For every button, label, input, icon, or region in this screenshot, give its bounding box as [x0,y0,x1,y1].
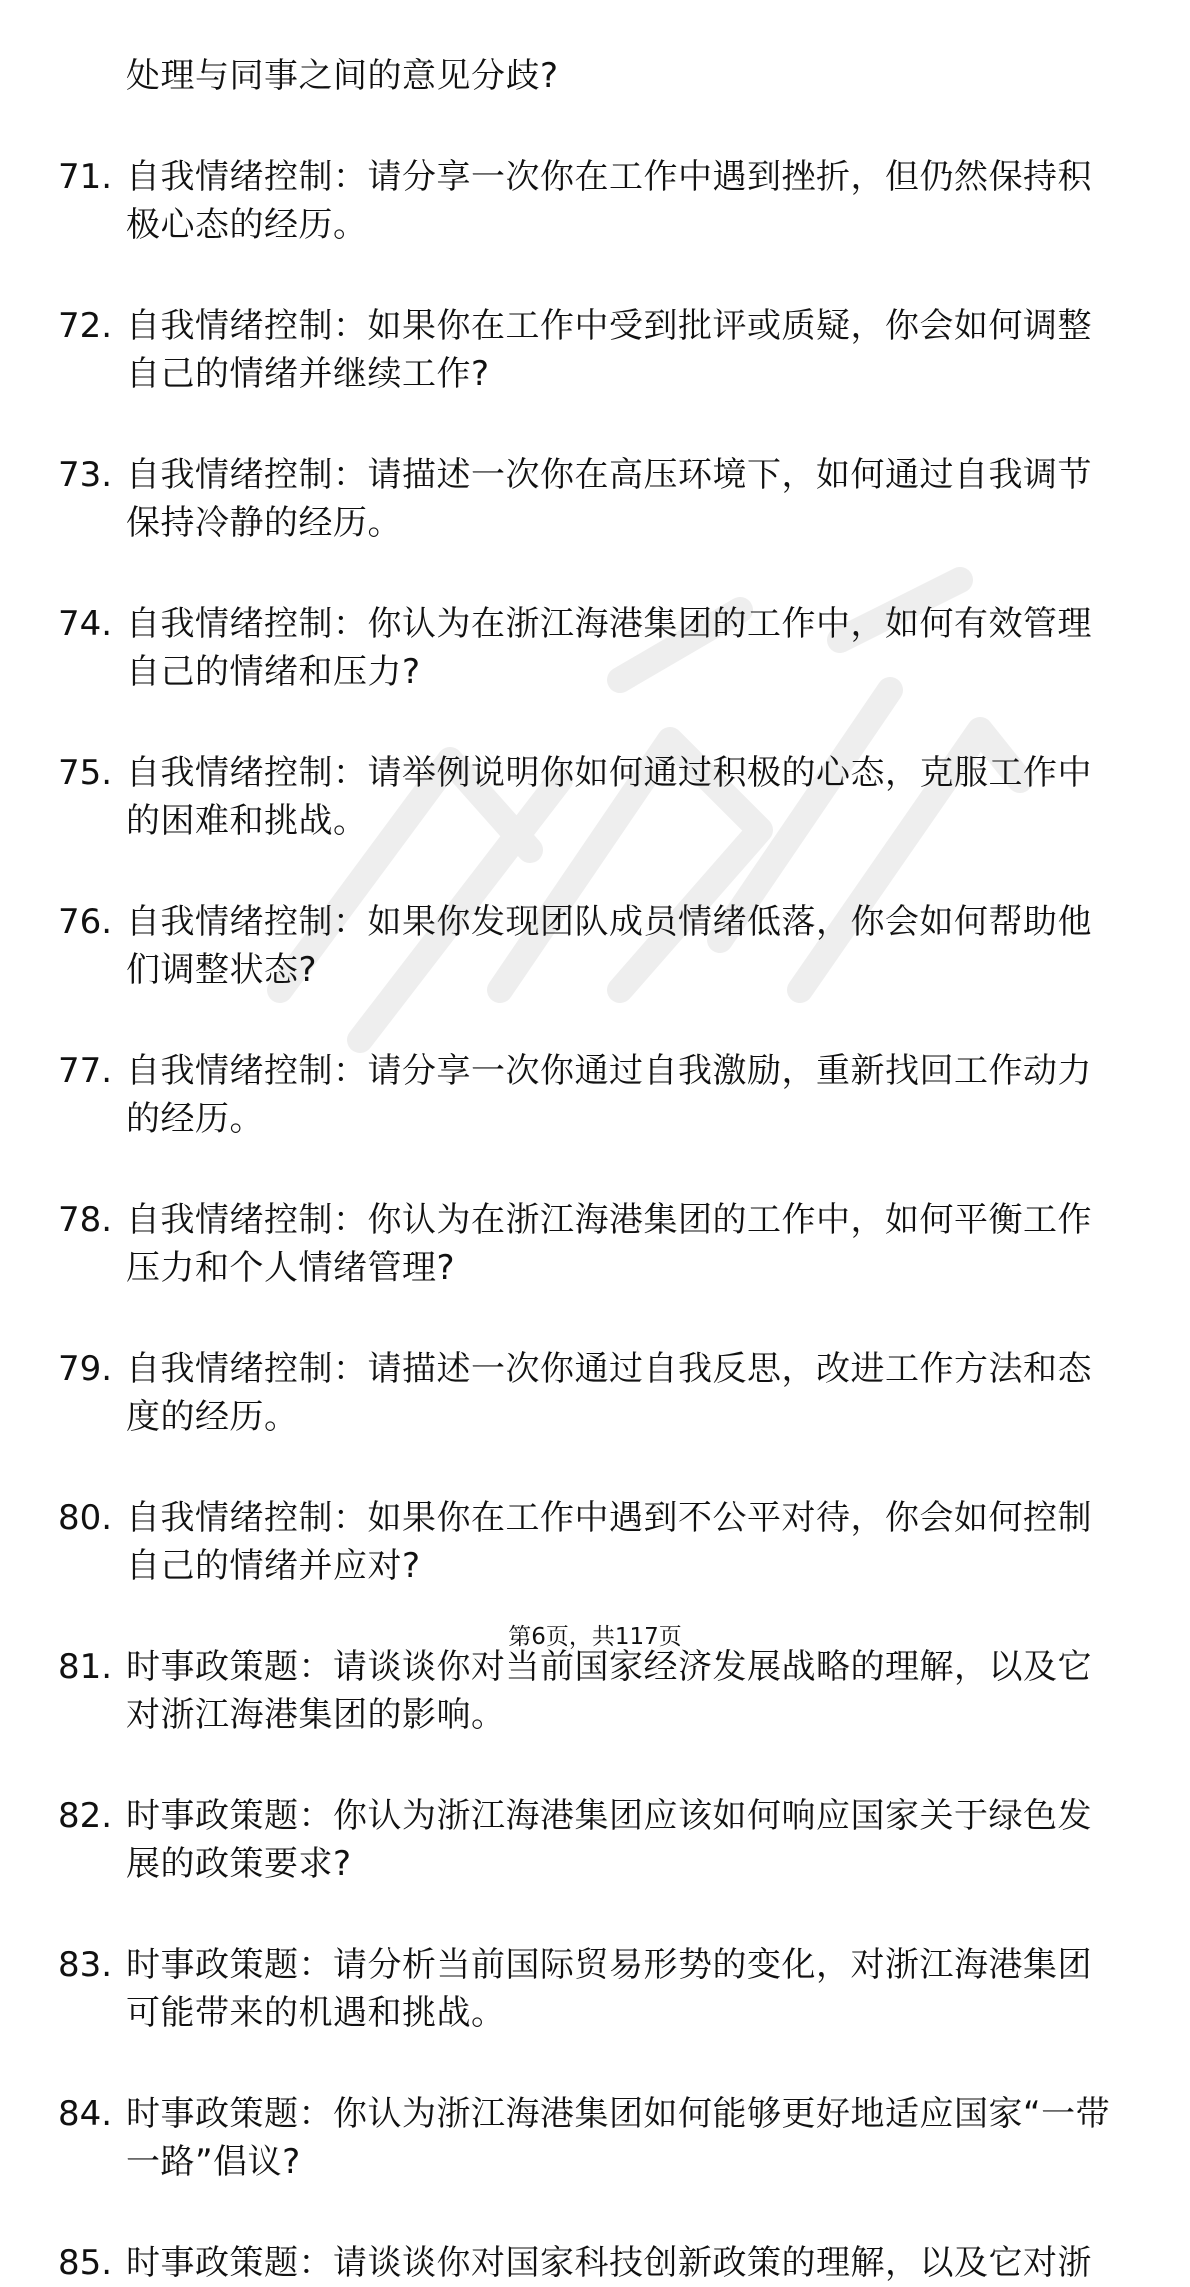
question-text: 自我情绪控制：你认为在浙江海港集团的工作中，如何有效管理 [126,604,1092,644]
question-text: 自我情绪控制：如果你在工作中遇到不公平对待，你会如何控制 [126,1498,1092,1538]
question-item [0,600,1190,696]
question-line [0,2090,1190,2138]
question-text: 保持冷静的经历。 [126,503,402,543]
question-text: 时事政策题：请谈谈你对当前国家经济发展战略的理解，以及它 [126,1647,1092,1687]
question-item [0,1196,1190,1292]
question-number: 83. [58,1945,113,1985]
question-item [0,1941,1190,2037]
question-item [0,1494,1190,1590]
question-text: 时事政策题：你认为浙江海港集团如何能够更好地适应国家“一带 [126,2094,1111,2134]
question-number: 84. [58,2094,113,2134]
question-item [0,2239,1190,2287]
question-text: 极心态的经历。 [126,205,368,245]
question-line [0,201,1190,249]
question-line [0,600,1190,648]
question-text: 可能带来的机遇和挑战。 [126,1993,506,2033]
question-text: 自我情绪控制：请分享一次你在工作中遇到挫折，但仍然保持积 [126,157,1092,197]
question-item [0,1345,1190,1441]
question-number: 80. [58,1498,113,1538]
question-line [0,898,1190,946]
question-text: 一路”倡议? [126,2142,301,2182]
question-text: 的经历。 [126,1099,264,1139]
question-number: 82. [58,1796,113,1836]
question-item [0,1643,1190,1739]
question-text: 自我情绪控制：请描述一次你在高压环境下，如何通过自我调节 [126,455,1092,495]
question-item [0,451,1190,547]
question-text: 自我情绪控制：如果你发现团队成员情绪低落，你会如何帮助他 [126,902,1092,942]
page-footer: 第6页，共117页 [508,1624,682,1650]
question-line [0,1095,1190,1143]
question-list [0,52,1190,2287]
question-number: 78. [58,1200,113,1240]
question-line [0,153,1190,201]
question-number: 71. [58,157,113,197]
question-line [0,1047,1190,1095]
question-line [0,2138,1190,2186]
question-item [0,302,1190,398]
question-line [0,1840,1190,1888]
question-text: 自我情绪控制：请举例说明你如何通过积极的心态，克服工作中 [126,753,1092,793]
question-text: 自己的情绪并继续工作? [126,354,490,394]
question-line [0,350,1190,398]
question-text: 时事政策题：请谈谈你对国家科技创新政策的理解，以及它对浙 [126,2243,1092,2283]
question-number: 81. [58,1647,113,1687]
question-item [0,153,1190,249]
question-line [0,1941,1190,1989]
question-text: 自我情绪控制：请描述一次你通过自我反思，改进工作方法和态 [126,1349,1092,1389]
question-number: 72. [58,306,113,346]
question-line [0,1792,1190,1840]
question-text: 的困难和挑战。 [126,801,368,841]
question-text: 们调整状态? [126,950,318,990]
question-text: 压力和个人情绪管理? [126,1248,456,1288]
question-line [0,1989,1190,2037]
question-line [0,1196,1190,1244]
question-number: 75. [58,753,113,793]
question-item [0,749,1190,845]
question-text: 展的政策要求? [126,1844,352,1884]
question-item [0,2090,1190,2186]
question-number: 79. [58,1349,113,1389]
question-item [0,898,1190,994]
continuation-text: 处理与同事之间的意见分歧? [126,56,559,96]
question-line [0,1691,1190,1739]
question-number: 73. [58,455,113,495]
question-line [0,648,1190,696]
question-line [0,1542,1190,1590]
question-line [0,1345,1190,1393]
question-item [0,1792,1190,1888]
question-number: 77. [58,1051,113,1091]
question-line [0,946,1190,994]
continuation-line [0,52,1190,100]
question-text: 对浙江海港集团的影响。 [126,1695,506,1735]
question-line [0,302,1190,350]
question-line [0,451,1190,499]
question-item [0,1047,1190,1143]
question-line [0,797,1190,845]
question-line [0,1494,1190,1542]
question-number: 76. [58,902,113,942]
question-line [0,1393,1190,1441]
question-text: 时事政策题：你认为浙江海港集团应该如何响应国家关于绿色发 [126,1796,1092,1836]
question-text: 自己的情绪和压力? [126,652,421,692]
question-number: 74. [58,604,113,644]
question-text: 时事政策题：请分析当前国际贸易形势的变化，对浙江海港集团 [126,1945,1092,1985]
question-text: 度的经历。 [126,1397,299,1437]
question-line [0,2239,1190,2287]
question-text: 自己的情绪并应对? [126,1546,421,1586]
question-line [0,749,1190,797]
question-text: 自我情绪控制：如果你在工作中受到批评或质疑，你会如何调整 [126,306,1092,346]
question-number: 85. [58,2243,113,2283]
question-text: 自我情绪控制：请分享一次你通过自我激励，重新找回工作动力 [126,1051,1092,1091]
question-line [0,499,1190,547]
question-line [0,1244,1190,1292]
question-text: 自我情绪控制：你认为在浙江海港集团的工作中，如何平衡工作 [126,1200,1092,1240]
